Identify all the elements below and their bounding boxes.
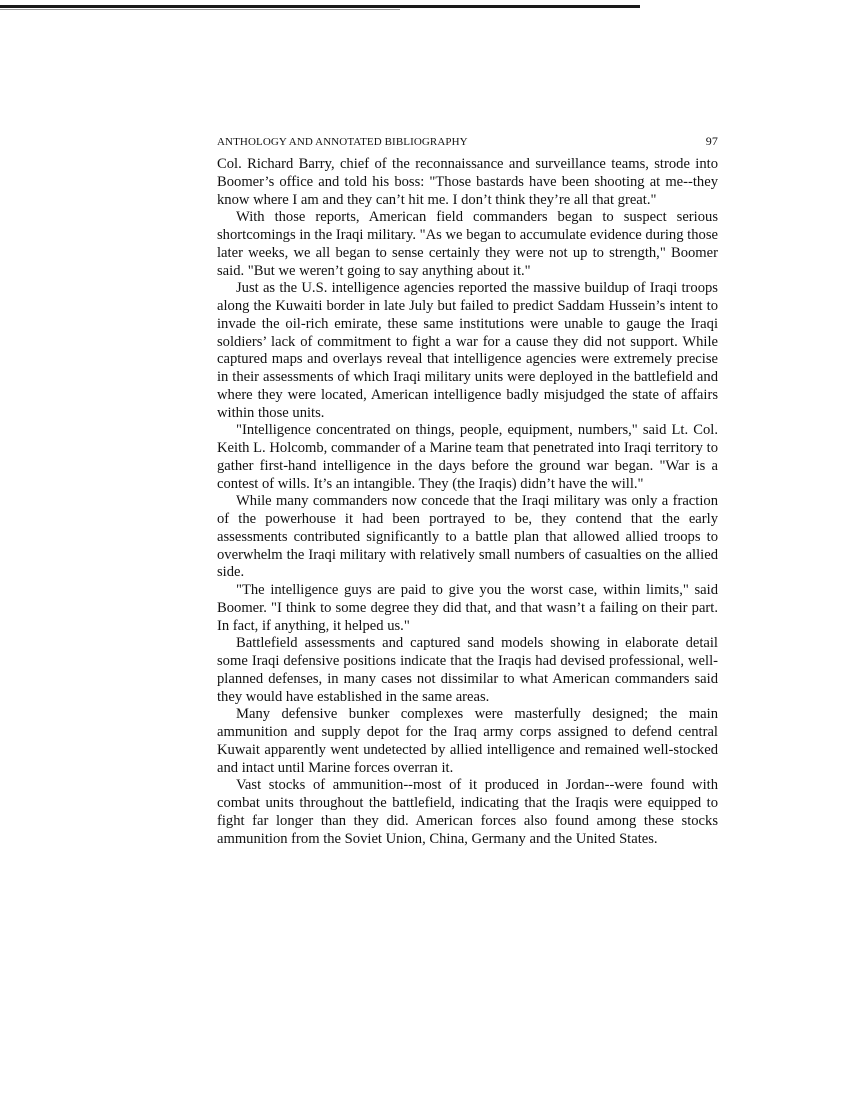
body-text [217, 156, 718, 848]
running-head [217, 134, 718, 149]
running-title: ANTHOLOGY AND ANNOTATED BIBLIOGRAPHY [217, 136, 468, 148]
top-rule [0, 5, 640, 8]
paragraph: With those reports, American field commanders began to suspect serious shortcomings in the Iraqi military. "As we began to accumulate evidence during those later weeks, we all began to sense certainly they were not up to strength," Boomer said. "But we weren’t going to say anything about it." [217, 209, 718, 279]
paragraph: Just as the U.S. intelligence agencies reported the massive buildup of Iraqi troops along the Kuwaiti border in late July but failed to predict Saddam Hussein’s intent to invade the oil-rich emirate, these same institutions were unable to gauge the Iraqi soldiers’ lack of commitment to fight a war for a cause they did not support. While captured maps and overlays reveal that intelligence agencies were extremely precise in their assessments of which Iraqi military units were deployed in the battlefield and where they were located, American intelligence badly misjudged the state of affairs within those units. [217, 280, 718, 421]
paragraph: Col. Richard Barry, chief of the reconnaissance and surveillance teams, strode into Boomer’s office and told his boss: "Those bastards have been shooting at me--they know where I am and they can’t hit me. I don’t think they’re all that great." [217, 156, 718, 208]
paragraph: Battlefield assessments and captured sand models showing in elaborate detail some Iraqi defensive positions indicate that the Iraqis had devised professional, well-planned defenses, in many cases not dissimilar to what American commanders said they would have established in the same areas. [217, 635, 718, 705]
top-rule-shadow [0, 9, 400, 10]
paragraph: "The intelligence guys are paid to give you the worst case, within limits," said Boomer. "I think to some degree they did that, and that wasn’t a failing on their part. In fact, if anything, it helped us." [217, 582, 718, 634]
paragraph: While many commanders now concede that the Iraqi military was only a fraction of the powerhouse it had been portrayed to be, they contend that the early assessments contributed significantly to a battle plan that allowed allied troops to overwhelm the Iraqi military with relatively small numbers of casualties on the allied side. [217, 493, 718, 581]
paragraph: Many defensive bunker complexes were masterfully designed; the main ammunition and supply depot for the Iraq army corps assigned to defend central Kuwait apparently went undetected by allied intelligence and remained well-stocked and intact until Marine forces overran it. [217, 706, 718, 776]
paragraph: Vast stocks of ammunition--most of it produced in Jordan--were found with combat units throughout the battlefield, indicating that the Iraqis were equipped to fight far longer than they did. American forces also found among these stocks ammunition from the Soviet Union, China, Germany and the United States. [217, 777, 718, 847]
paragraph: "Intelligence concentrated on things, people, equipment, numbers," said Lt. Col. Keith L. Holcomb, commander of a Marine team that penetrated into Iraqi territory to gather first-hand intelligence in the days before the ground war began. "War is a contest of wills. It’s an intangible. They (the Iraqis) didn’t have the will." [217, 422, 718, 492]
page-number: 97 [705, 134, 718, 148]
